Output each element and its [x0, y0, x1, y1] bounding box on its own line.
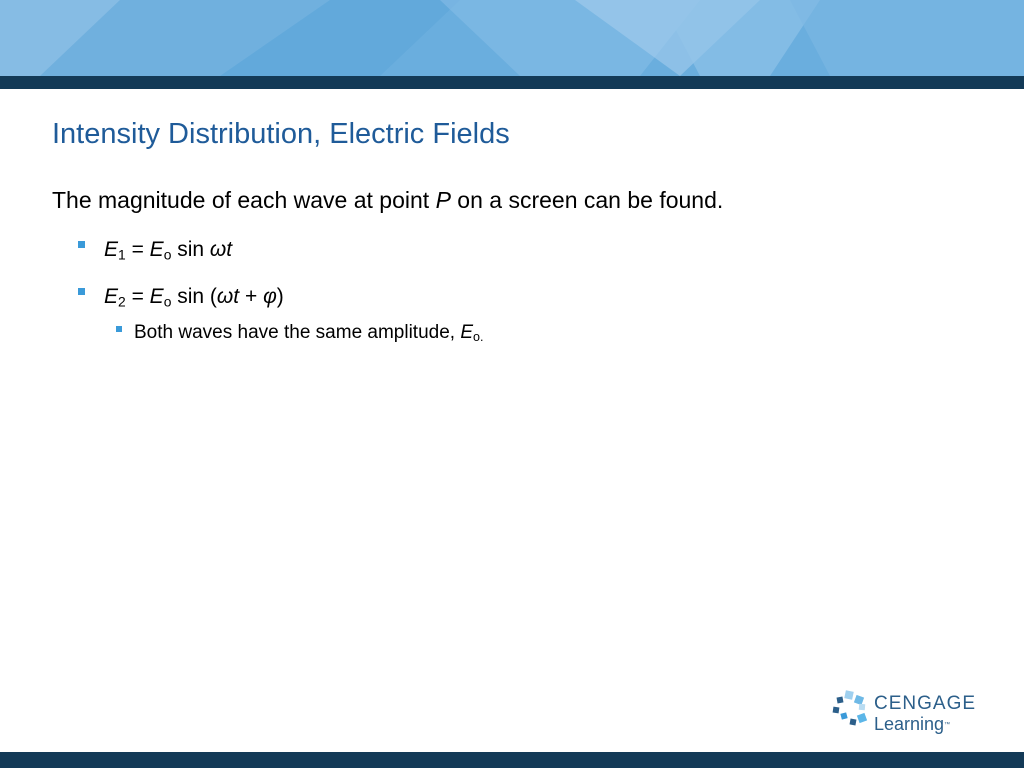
bullet-item-1: [78, 238, 232, 262]
logo-wordmark-bottom: [874, 714, 950, 735]
sine-text: sin (: [171, 285, 217, 308]
omega-t: ωt: [209, 238, 233, 261]
logo-wordmark-top: CENGAGE: [874, 693, 977, 714]
cengage-logo: [831, 690, 981, 738]
banner-graphic: [0, 0, 1024, 76]
header-banner: [0, 0, 1024, 76]
field-subscript: 1: [118, 246, 126, 263]
trademark-symbol: ™: [944, 722, 951, 728]
plus-sign: +: [239, 285, 264, 308]
field-symbol: E: [104, 285, 119, 308]
phase-symbol: φ: [263, 285, 277, 308]
point-symbol: P: [435, 187, 451, 213]
logo-word-learning: Learning: [874, 714, 945, 734]
field-subscript: 2: [118, 293, 126, 310]
field-symbol: E: [104, 238, 119, 261]
bullet-square-icon: [78, 241, 85, 248]
amplitude-subscript: o: [163, 246, 172, 263]
amplitude-subscript: o: [163, 293, 172, 310]
bullet-square-icon: [78, 288, 85, 295]
amplitude-subscript: o.: [473, 330, 484, 345]
cengage-mark-icon: [831, 690, 871, 730]
close-paren: ): [276, 285, 284, 308]
intro-after: on a screen can be found.: [450, 187, 724, 213]
amplitude-symbol: E: [460, 322, 474, 343]
bullet-item-2: [78, 285, 284, 309]
intro-text: [52, 187, 723, 214]
header-divider: [0, 76, 1024, 89]
intro-before: The magnitude of each wave at point: [52, 187, 436, 213]
omega-t: ωt: [216, 285, 240, 308]
sub-bullet-item: [116, 322, 484, 344]
equals-sign: =: [125, 238, 150, 261]
sub-bullet-text: Both waves have the same amplitude,: [134, 322, 461, 343]
equals-sign: =: [125, 285, 150, 308]
sine-text: sin: [171, 238, 210, 261]
footer-bar: [0, 752, 1024, 768]
amplitude-symbol: E: [149, 285, 164, 308]
amplitude-symbol: E: [149, 238, 164, 261]
slide-title: Intensity Distribution, Electric Fields: [52, 118, 510, 150]
bullet-square-icon: [116, 326, 122, 332]
